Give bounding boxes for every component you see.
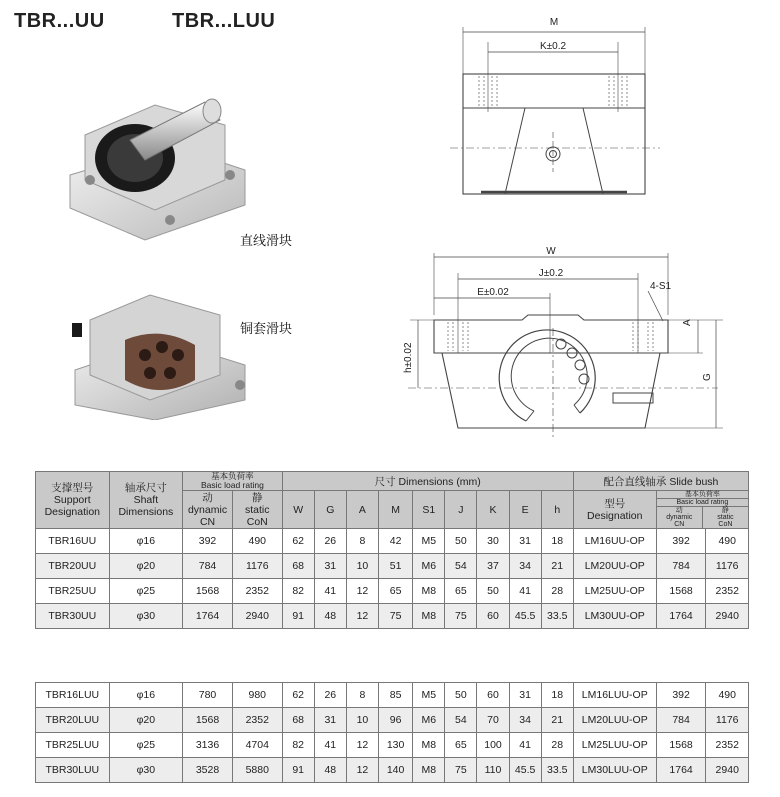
table-cell: 12 — [346, 579, 378, 604]
table-cell: TBR25LUU — [36, 733, 110, 758]
table-cell: 75 — [445, 604, 477, 629]
table-cell: 91 — [282, 604, 314, 629]
dim-g-label: G — [702, 373, 713, 381]
table-cell: 130 — [379, 733, 413, 758]
table-cell: LM20UU-OP — [573, 554, 656, 579]
table-cell: 2940 — [706, 604, 749, 629]
header-load-rating: 基本负荷率 Basic load rating — [183, 472, 282, 491]
table-cell: 18 — [541, 529, 573, 554]
table-cell: LM16LUU-OP — [573, 683, 656, 708]
table-cell: 784 — [656, 708, 706, 733]
copper-slide-block-photo — [70, 285, 255, 420]
table-cell: M6 — [413, 554, 445, 579]
table-cell: 62 — [282, 529, 314, 554]
table-cell: LM16UU-OP — [573, 529, 656, 554]
header-static: 静 static CoN — [232, 491, 282, 529]
table-row — [36, 554, 749, 579]
table-cell: 45.5 — [509, 604, 541, 629]
table-cell: φ25 — [109, 579, 183, 604]
table-cell: 1176 — [232, 554, 282, 579]
caption-straight-block: 直线滑块 — [240, 234, 293, 249]
table-cell: 51 — [379, 554, 413, 579]
table-cell: 1568 — [183, 708, 233, 733]
table-row — [36, 758, 749, 783]
table-cell: 100 — [477, 733, 509, 758]
table-cell: LM20LUU-OP — [573, 708, 656, 733]
top-view-drawing — [445, 12, 670, 202]
table-cell: M8 — [413, 579, 445, 604]
table-cell: 91 — [282, 758, 314, 783]
table-cell: φ16 — [109, 683, 183, 708]
dim-h-label: h±0.02 — [403, 342, 414, 373]
table-cell: M8 — [413, 604, 445, 629]
table-cell: 980 — [232, 683, 282, 708]
table-cell: 48 — [314, 604, 346, 629]
header-dim-col: G — [314, 491, 346, 529]
table-cell: TBR20LUU — [36, 708, 110, 733]
table-cell: 31 — [314, 708, 346, 733]
dim-s1-label: 4-S1 — [650, 281, 672, 292]
table-row — [36, 733, 749, 758]
table-cell: 392 — [656, 683, 706, 708]
dim-k-label: K±0.2 — [539, 41, 567, 52]
table-cell: 68 — [282, 708, 314, 733]
table-row — [36, 604, 749, 629]
header-dimensions: 尺寸 Dimensions (mm) — [282, 472, 573, 491]
table-cell: 12 — [346, 604, 378, 629]
table-cell: 2352 — [706, 733, 749, 758]
table-cell: 34 — [509, 554, 541, 579]
table-cell: 65 — [445, 579, 477, 604]
table-cell: 50 — [445, 529, 477, 554]
table-cell: 21 — [541, 554, 573, 579]
header-dim-col: A — [346, 491, 378, 529]
header-dynamic: 动 dynamic CN — [183, 491, 233, 529]
table-cell: 30 — [477, 529, 509, 554]
table-row — [36, 579, 749, 604]
header-support: 支撑型号 Support Designation — [36, 472, 110, 529]
table-cell: 37 — [477, 554, 509, 579]
dim-m-label: M — [549, 17, 559, 28]
table-cell: 33.5 — [541, 758, 573, 783]
table-cell: TBR30UU — [36, 604, 110, 629]
header-shaft: 轴承尺寸 Shaft Dimensions — [109, 472, 183, 529]
table-cell: 41 — [314, 733, 346, 758]
table-cell: 784 — [183, 554, 233, 579]
table-cell: 70 — [477, 708, 509, 733]
dim-a-label: A — [682, 319, 693, 326]
table-cell: 54 — [445, 554, 477, 579]
table-cell: 31 — [509, 683, 541, 708]
table-cell: M8 — [413, 733, 445, 758]
table-cell: 3528 — [183, 758, 233, 783]
table-cell: 8 — [346, 529, 378, 554]
header-dim-col: S1 — [413, 491, 445, 529]
table-row — [36, 708, 749, 733]
table-cell: 82 — [282, 579, 314, 604]
table-cell: 784 — [656, 554, 706, 579]
header-dim-col: J — [445, 491, 477, 529]
table-cell: 45.5 — [509, 758, 541, 783]
table-cell: 110 — [477, 758, 509, 783]
table-cell: TBR16LUU — [36, 683, 110, 708]
table-cell: 85 — [379, 683, 413, 708]
uu-table-body — [36, 529, 749, 629]
table-cell: φ20 — [109, 708, 183, 733]
table-cell: 1764 — [656, 604, 706, 629]
luu-spec-table — [35, 682, 749, 783]
table-cell: LM30UU-OP — [573, 604, 656, 629]
table-cell: 42 — [379, 529, 413, 554]
table-cell: 26 — [314, 529, 346, 554]
table-cell: φ25 — [109, 733, 183, 758]
table-cell: 1568 — [656, 733, 706, 758]
table-cell: 41 — [509, 733, 541, 758]
header-dim-col: K — [477, 491, 509, 529]
table-cell: 392 — [183, 529, 233, 554]
table-cell: 68 — [282, 554, 314, 579]
table-cell: 3136 — [183, 733, 233, 758]
caption-copper-block: 铜套滑块 — [240, 322, 293, 337]
table-cell: 12 — [346, 758, 378, 783]
table-cell: 60 — [477, 604, 509, 629]
table-cell: 28 — [541, 733, 573, 758]
table-cell: 96 — [379, 708, 413, 733]
header-dim-col: h — [541, 491, 573, 529]
table-cell: 33.5 — [541, 604, 573, 629]
table-cell: 65 — [379, 579, 413, 604]
table-cell: M8 — [413, 758, 445, 783]
table-cell: 34 — [509, 708, 541, 733]
table-cell: 780 — [183, 683, 233, 708]
table-cell: φ16 — [109, 529, 183, 554]
table-cell: LM25UU-OP — [573, 579, 656, 604]
table-cell: 31 — [314, 554, 346, 579]
header-dim-col: W — [282, 491, 314, 529]
table-cell: 5880 — [232, 758, 282, 783]
table-row — [36, 683, 749, 708]
table-cell: 490 — [706, 529, 749, 554]
table-cell: M5 — [413, 529, 445, 554]
title-uu: TBR...UU — [14, 10, 105, 32]
table-cell: 4704 — [232, 733, 282, 758]
table-cell: 62 — [282, 683, 314, 708]
table-cell: M6 — [413, 708, 445, 733]
table-cell: 2352 — [706, 579, 749, 604]
table-cell: 75 — [379, 604, 413, 629]
table-cell: 1176 — [706, 708, 749, 733]
table-cell: 10 — [346, 708, 378, 733]
table-cell: 21 — [541, 708, 573, 733]
header-bush-load: 基本负荷率 Basic load rating 动 dynamic CN 静 static CoN — [656, 491, 748, 529]
table-cell: 392 — [656, 529, 706, 554]
table-cell: 12 — [346, 733, 378, 758]
table-cell: 490 — [706, 683, 749, 708]
straight-slide-block-photo — [60, 80, 260, 245]
table-cell: 1568 — [183, 579, 233, 604]
table-cell: 1764 — [183, 604, 233, 629]
table-cell: 140 — [379, 758, 413, 783]
table-cell: 10 — [346, 554, 378, 579]
table-cell: LM30LUU-OP — [573, 758, 656, 783]
table-cell: 18 — [541, 683, 573, 708]
table-cell: 41 — [314, 579, 346, 604]
table-row — [36, 529, 749, 554]
table-cell: 41 — [509, 579, 541, 604]
table-cell: M5 — [413, 683, 445, 708]
table-cell: TBR30LUU — [36, 758, 110, 783]
dim-e-label: E±0.02 — [477, 287, 509, 298]
table-cell: 490 — [232, 529, 282, 554]
header-slide-bush: 配合直线轴承 Slide bush — [573, 472, 748, 491]
table-cell: 48 — [314, 758, 346, 783]
table-cell: 82 — [282, 733, 314, 758]
table-cell: 2940 — [706, 758, 749, 783]
table-cell: 1764 — [656, 758, 706, 783]
table-cell: 75 — [445, 758, 477, 783]
table-cell: 31 — [509, 529, 541, 554]
luu-table-body — [36, 683, 749, 783]
header-dim-col: E — [509, 491, 541, 529]
table-cell: 26 — [314, 683, 346, 708]
table-cell: LM25LUU-OP — [573, 733, 656, 758]
table-cell: φ30 — [109, 604, 183, 629]
table-cell: TBR20UU — [36, 554, 110, 579]
table-cell: 54 — [445, 708, 477, 733]
dim-j-label: J±0.2 — [538, 268, 564, 279]
table-cell: TBR25UU — [36, 579, 110, 604]
uu-spec-table — [35, 471, 749, 629]
table-cell: 1176 — [706, 554, 749, 579]
table-cell: 50 — [445, 683, 477, 708]
table-cell: 2352 — [232, 708, 282, 733]
title-luu: TBR...LUU — [172, 10, 276, 32]
header-dim-col: M — [379, 491, 413, 529]
table-cell: 2352 — [232, 579, 282, 604]
table-cell: 65 — [445, 733, 477, 758]
table-cell: TBR16UU — [36, 529, 110, 554]
table-cell: 60 — [477, 683, 509, 708]
side-view-drawing — [398, 243, 728, 443]
table-cell: 28 — [541, 579, 573, 604]
table-cell: 50 — [477, 579, 509, 604]
table-cell: 8 — [346, 683, 378, 708]
dim-w-label: W — [546, 246, 556, 257]
table-cell: φ20 — [109, 554, 183, 579]
table-cell: 2940 — [232, 604, 282, 629]
table-cell: 1568 — [656, 579, 706, 604]
table-cell: φ30 — [109, 758, 183, 783]
header-bush-type: 型号 Designation — [573, 491, 656, 529]
